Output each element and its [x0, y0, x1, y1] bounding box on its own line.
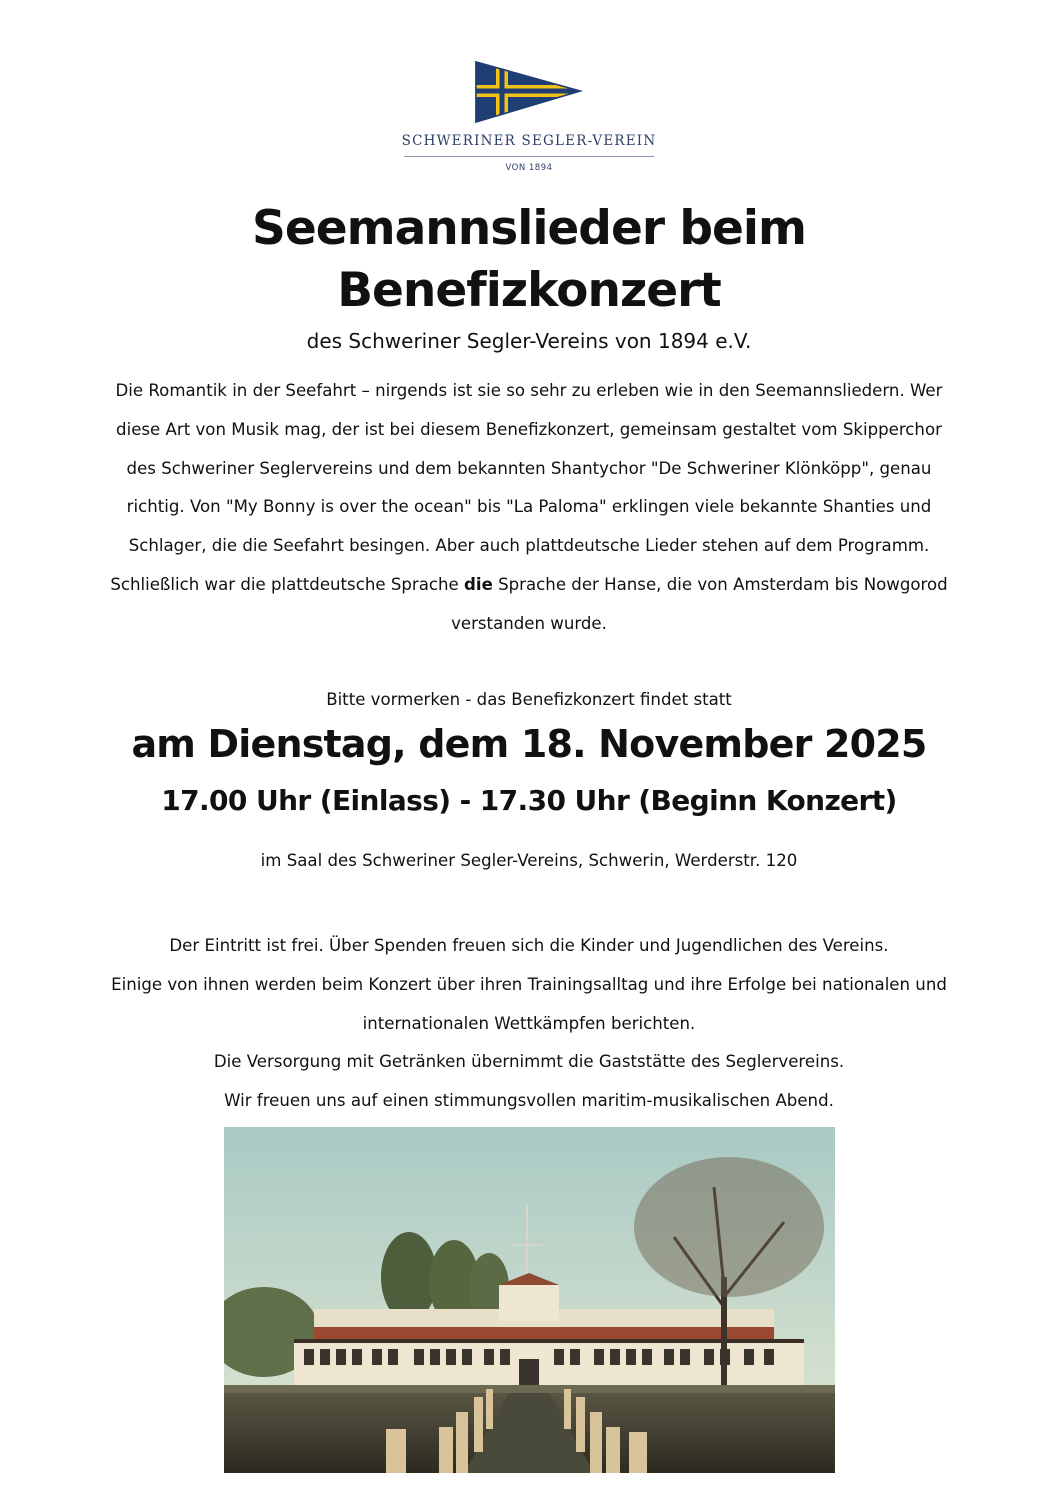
intro-bold-word: die — [464, 574, 493, 594]
intro-text-2: Sprache der Hanse, die von Amsterdam bis Nowgorod verstanden wurde. — [451, 574, 948, 633]
logo-club-name: SCHWERINER SEGLER-VEREIN — [401, 133, 657, 149]
outro-paragraph — [80, 927, 978, 1121]
logo-founding-year: VON 1894 — [505, 163, 553, 173]
event-time: 17.00 Uhr (Einlass) - 17.30 Uhr (Beginn Konzert) — [161, 784, 897, 817]
event-venue: im Saal des Schweriner Segler-Vereins, Schwerin, Werderstr. 120 — [260, 851, 798, 870]
club-logo — [0, 60, 1058, 173]
logo-divider — [404, 156, 654, 157]
reminder-notice: Bitte vormerken - das Benefizkonzert findet statt — [326, 690, 732, 709]
title-line-1: Seemannslieder beim — [252, 201, 806, 256]
subtitle: des Schweriner Segler-Vereins von 1894 e.V. — [306, 329, 752, 353]
event-date: am Dienstag, dem 18. November 2025 — [131, 722, 927, 766]
outro-line: Der Eintritt ist frei. Über Spenden freuen sich die Kinder und Jugendlichen des Vereins. — [169, 936, 889, 955]
intro-paragraph — [110, 372, 948, 644]
page-title — [0, 198, 1058, 322]
clubhouse-photo — [224, 1127, 835, 1473]
title-line-2: Benefizkonzert — [337, 263, 721, 318]
pennant-flag-icon — [474, 60, 584, 126]
outro-line: Die Versorgung mit Getränken übernimmt die Gaststätte des Seglervereins. — [213, 1052, 845, 1072]
intro-text-1: Die Romantik in der Seefahrt – nirgends ist sie so sehr zu erleben wie in den Seemannsliedern. Wer diese Art von Musik mag, der ist bei diesem Benefizkonzert, gemeinsam gestaltet vom Skipperchor des Schweriner Seglervereins und dem bekannten Shantychor "De Schweriner Klönköpp", genau richtig. Von "My Bonny is over the ocean" bis "La Paloma" erklingen viele bekannte Shanties und Schlager, die die Seefahrt besingen. Aber auch plattdeutsche Lieder stehen auf dem Programm. Schließlich war die plattdeutsche Sprache — [110, 381, 943, 594]
outro-line: Einige von ihnen werden beim Konzert über ihren Trainingsalltag und ihre Erfolge bei nationalen und internationalen Wettkämpfen berichten. — [111, 974, 947, 1033]
outro-line: Wir freuen uns auf einen stimmungsvollen maritim-musikalischen Abend. — [224, 1091, 834, 1111]
